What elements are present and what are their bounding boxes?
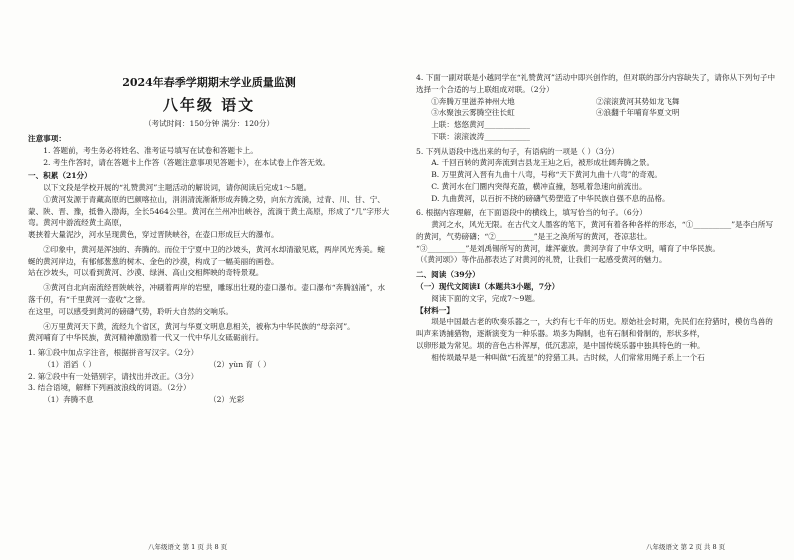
option: ②滚滚黄河其势如龙飞舞	[596, 96, 680, 106]
passage-paragraph: ①黄河发源于青藏高原的巴颜喀拉山，涓涓清流渐渐形成奔腾之势，向东方流淌，过青、川、甘、宁、蒙、陕、晋、豫，抵鲁入渤海，全长5464公里。黄河在兰州冲出峡谷，流淌于黄土高原，形成了“几”字形大弯。黄河中游流经黄土高原，	[28, 194, 390, 228]
material-paragraph: 以卵形最为常见。埙的音色古朴浑厚，低沉悲凉，是中国传统乐器中独具特色的一种。	[416, 340, 705, 350]
question-1: 1. 第①段中加点字注音，根据拼音写汉字。（2分）	[28, 348, 199, 358]
option: ③水聚浊云雾腾空往长虹	[431, 108, 515, 118]
question-6-text: 黄河之水，风光无限。在古代文人墨客的笔下，黄河有着各种各样的形态，“①__________”是李白所写的黄河，气势磅礴；“②__________”是王之涣所写的黄河，苍凉悲壮。	[416, 220, 774, 241]
question-3: 3. 结合语境，解释下列画波浪线的词语。（2分）	[28, 383, 191, 393]
option: B. 万里黄河入晋有九曲十八弯，号称“天下黄河九曲十八弯”的奇观。	[431, 170, 662, 180]
option: ①奔腾万里滋养神州大地	[431, 96, 515, 106]
question-3-options	[28, 394, 390, 406]
passage-paragraph: ②印象中，黄河是浑浊的、奔腾的。而位于宁夏中卫的沙坡头，黄河水却清澈见底，两岸风光秀美。蜿蜒的黄河岸边，有郁郁葱葱的树木、金色的沙漠，构成了一幅美丽的画卷。	[28, 244, 385, 266]
option: D. 九曲黄河，以百折不挠的磅礴气势塑造了中华民族自强不息的品格。	[431, 193, 670, 203]
section-heading: 一、积累（21分）	[28, 171, 92, 181]
material-paragraph: 相传埙最早是一种叫做“石流星”的狩猎工具。古时候，人们常常用绳子系上一个石	[431, 352, 705, 362]
option: （2）yùn 育（ ）	[209, 359, 271, 369]
notice-heading: 注意事项：	[28, 134, 66, 144]
question-6: 6. 根据内容理解，在下面语段中的横线上，填写恰当的句子。（6分）	[416, 208, 647, 218]
option: A. 千回百转的黄河奔流到吉县龙王辿之后，被形成壮阔奔腾之景。	[431, 158, 655, 168]
option: （1）滔滔（ ）	[43, 359, 96, 369]
left-column	[28, 0, 390, 560]
passage-paragraph: ④万里黄河天下黄，流经九个省区，黄河与华夏文明息息相关，被称为中华民族的“母亲河”。	[43, 321, 355, 331]
question-1-options	[28, 359, 390, 371]
section-intro: 以下文段是学校开展的“礼赞黄河”主题活动的解说词，请你阅读后完成1～5题。	[43, 183, 312, 193]
passage-paragraph: ③黄河自北向南流经晋陕峡谷，冲刷着两岸的岩壁，雕琢出壮观的壶口瀑布。壶口瀑布“奔腾汹涌”，水落千仞，有“千里黄河一壶收”之誉。	[28, 283, 386, 305]
passage-paragraph: 站在沙坡头，可以看到黄河、沙漠、绿洲、高山交相辉映的奇特景观。	[28, 268, 264, 278]
exam-title: 2024年春季学期期末学业质量监测	[122, 76, 296, 89]
top-spacer	[416, 0, 776, 72]
passage-paragraph: 在这里，可以感受到黄河的磅礴气势，聆听大自然的交响乐。	[28, 306, 234, 316]
right-column	[416, 0, 776, 560]
passage-paragraph: 裹挟着大量泥沙，河水呈现黄色，穿过晋陕峡谷，在壶口形成巨大的瀑布。	[28, 230, 279, 240]
notice-item: 1. 答题前，考生务必将姓名、准考证号填写在试卷和答题卡上。	[43, 145, 258, 155]
page-footer: 八年级语文 第 2 页 共 8 页	[646, 542, 726, 551]
exam-meta: （考试时间：150分钟 满分：120分）	[143, 119, 275, 129]
subsection-heading: （一）现代文阅读Ⅰ（本题共3小题，7分）	[416, 282, 560, 292]
question-4-options	[416, 107, 776, 119]
option: （1）奔腾不息	[43, 395, 94, 405]
question-2: 2. 第②段中有一处错别字，请找出并改正。（3分）	[28, 371, 199, 381]
couplet-upper: 上联：悠悠黄河____________	[431, 120, 530, 130]
material-heading: 【材料一】	[416, 305, 454, 315]
passage-paragraph: 黄河哺育了中华民族，黄河精神激励着一代又一代中华儿女砥砺前行。	[28, 333, 264, 343]
option: C. 黄河水在门圜内突得充盈，横冲直撞，怒吼着急速向前流出。	[431, 181, 647, 191]
subsection-intro: 阅读下面的文字，完成7～9题。	[431, 293, 540, 303]
section-heading: 二、阅读（39分）	[416, 270, 480, 280]
question-4: 4. 下面一副对联是小越同学在“礼赞黄河”活动中即兴创作的，但对联的部分内容缺失了，请你从下列句子中选择一个合适的与上联组成对联。（2分）	[416, 73, 776, 94]
question-6-text: （《黄河颂》）等作品都表达了对黄河的礼赞，让我们一起感受黄河的魅力。	[416, 255, 667, 265]
question-4-options	[416, 96, 776, 108]
question-6-text: “③__________”是刘禹锡所写的黄河，雄浑豪放。黄河孕育了中华文明，哺育了中华民族。	[416, 243, 720, 253]
notice-item: 2. 考生作答时，请在答题卡上作答（答题注意事项见答题卡），在本试卷上作答无效。	[43, 157, 331, 167]
exam-subject: 八年级 语文	[162, 96, 256, 115]
option: （2）光彩	[209, 395, 245, 405]
option: ④浪翻千年哺育华夏文明	[596, 108, 680, 118]
page-footer: 八年级语文 第 1 页 共 8 页	[148, 542, 228, 551]
question-5: 5. 下列从语段中选出来的句子，有语病的一项是（ ）（3分）	[416, 146, 619, 156]
material-paragraph: 埙是中国最古老的吹奏乐器之一，大约有七千年的历史。原始社会时期，先民们在狩猎时，模仿鸟兽的叫声来诱捕猎物，逐渐演变为一种乐器。埙多为陶制，也有石制和骨制的，形状多样，	[416, 317, 773, 339]
couplet-lower: 下联：滚滚波涛____________	[431, 131, 530, 141]
